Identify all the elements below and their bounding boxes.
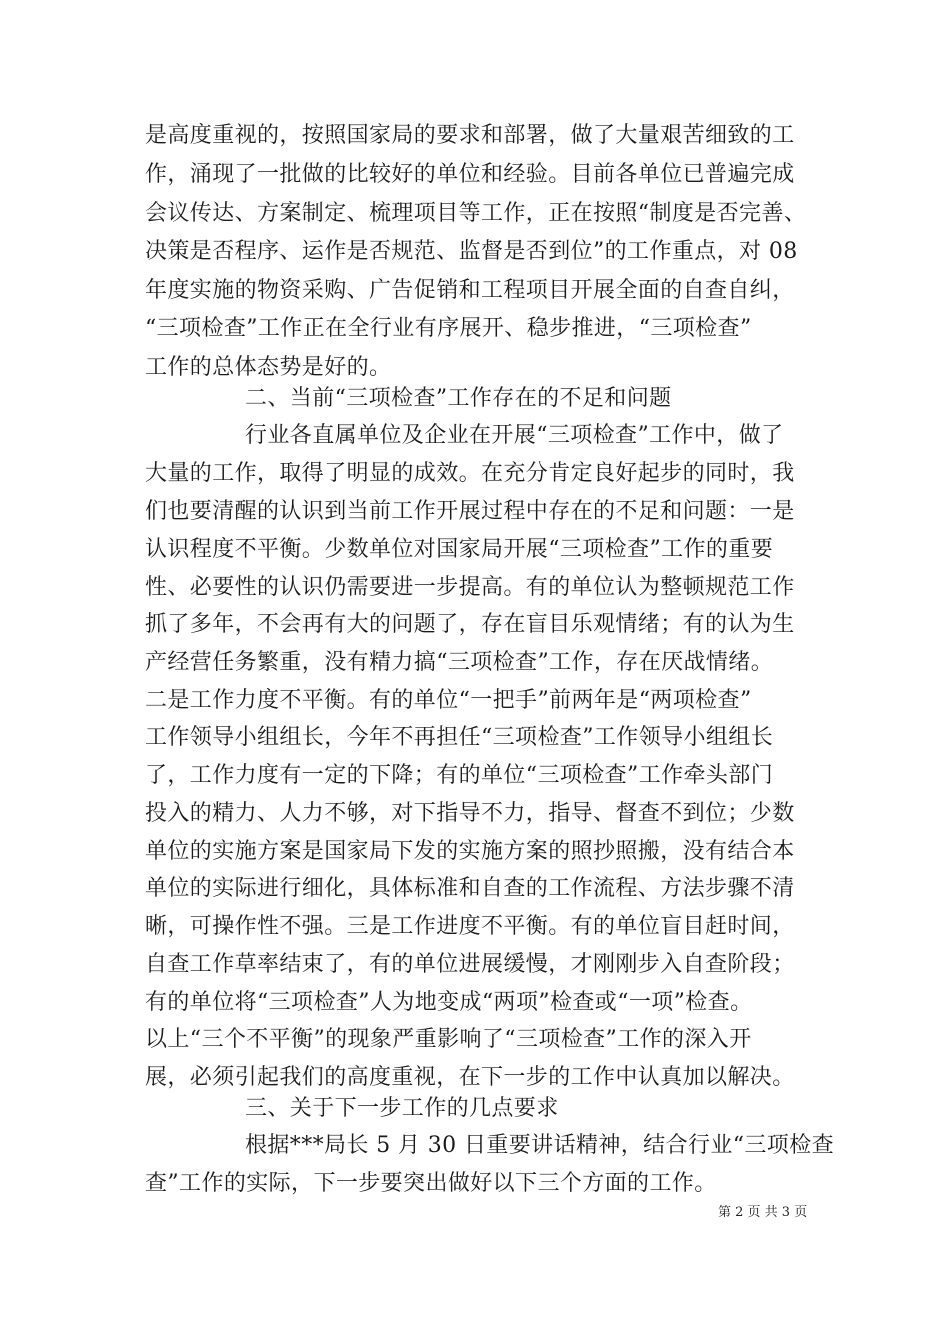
paragraph-line: 根据***局长 5 月 30 日重要讲话精神，结合行业“三项检查 [245, 1133, 835, 1158]
paragraph-line: 工作的总体态势是好的。 [145, 355, 392, 380]
paragraph-line: 决策是否程序、运作是否规范、监督是否到位”的工作重点，对 08 [145, 239, 798, 264]
paragraph-line: 作，涌现了一批做的比较好的单位和经验。目前各单位已普遍完成 [145, 162, 795, 187]
paragraph-line: “三项检查”工作正在全行业有序展开、稳步推进，“三项检查” [145, 316, 752, 341]
paragraph-line: 是高度重视的，按照国家局的要求和部署，做了大量艰苦细致的工 [145, 123, 795, 148]
paragraph-line: 单位的实际进行细化，具体标准和自查的工作流程、方法步骤不清 [145, 876, 795, 901]
paragraph-line: 晰，可操作性不强。三是工作进度不平衡。有的单位盲目赶时间， [145, 914, 795, 939]
paragraph-line: 投入的精力、人力不够，对下指导不力，指导、督查不到位；少数 [145, 801, 795, 826]
paragraph-line: 行业各直属单位及企业在开展“三项检查”工作中，做了 [245, 423, 784, 448]
paragraph-line: 二是工作力度不平衡。有的单位“一把手”前两年是“两项检查” [145, 688, 752, 713]
paragraph-line: 大量的工作，取得了明显的成效。在充分肯定良好起步的同时，我 [145, 461, 795, 486]
paragraph-line: 工作领导小组组长，今年不再担任“三项检查”工作领导小组组长 [145, 725, 774, 750]
paragraph-line: 单位的实施方案是国家局下发的实施方案的照抄照搬，没有结合本 [145, 839, 795, 864]
page-number: 第 2 页 共 3 页 [718, 1205, 808, 1220]
paragraph-line: 性、必要性的认识仍需要进一步提高。有的单位认为整顿规范工作 [145, 575, 795, 600]
paragraph-line: 们也要清醒的认识到当前工作开展过程中存在的不足和问题：一是 [145, 499, 795, 524]
section-heading-3: 三、关于下一步工作的几点要求 [245, 1096, 559, 1121]
paragraph-line: 了，工作力度有一定的下降；有的单位“三项检查”工作牵头部门 [145, 763, 774, 788]
paragraph-line: 以上“三个不平衡”的现象严重影响了“三项检查”工作的深入开 [145, 1027, 752, 1052]
paragraph-line: 有的单位将“三项检查”人为地变成“两项”检查或“一项”检查。 [145, 990, 753, 1015]
paragraph-line: 自查工作草率结束了，有的单位进展缓慢，才刚刚步入自查阶段； [145, 952, 795, 977]
paragraph-line: 展，必须引起我们的高度重视，在下一步的工作中认真加以解决。 [145, 1065, 795, 1090]
paragraph-line: 查”工作的实际，下一步要突出做好以下三个方面的工作。 [145, 1171, 717, 1196]
paragraph-line: 会议传达、方案制定、梳理项目等工作，正在按照“制度是否完善、 [145, 201, 807, 226]
section-heading-2: 二、当前“三项检查”工作存在的不足和问题 [245, 386, 672, 411]
paragraph-line: 认识程度不平衡。少数单位对国家局开展“三项检查”工作的重要 [145, 537, 774, 562]
paragraph-line: 抓了多年，不会再有大的问题了，存在盲目乐观情绪；有的认为生 [145, 612, 795, 637]
paragraph-line: 年度实施的物资采购、广告促销和工程项目开展全面的自查自纠， [145, 278, 795, 303]
paragraph-line: 产经营任务繁重，没有精力搞“三项检查”工作，存在厌战情绪。 [145, 650, 774, 675]
